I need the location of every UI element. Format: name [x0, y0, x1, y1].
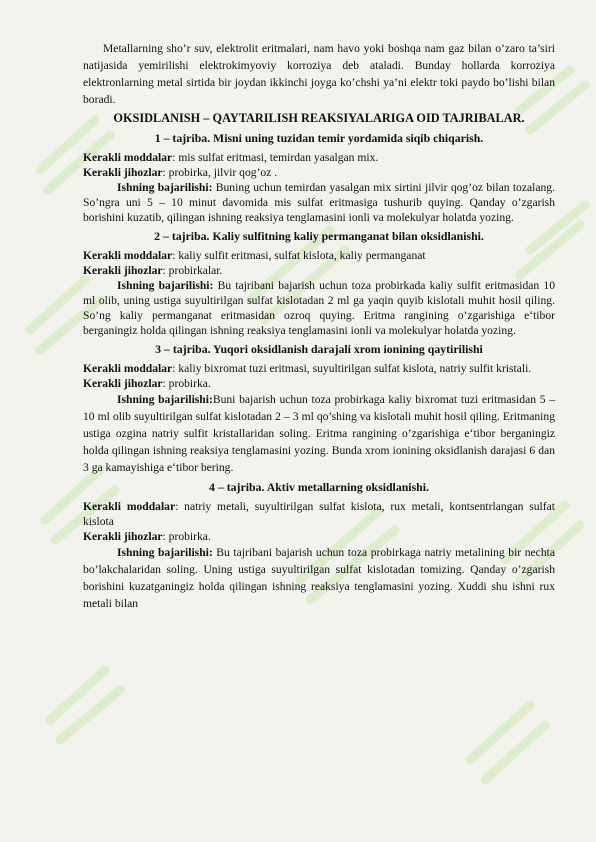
document-page	[83, 40, 555, 612]
experiment-1-title: 1 – tajriba. Misni uning tuzidan temir yordamida siqib chiqarish.	[154, 131, 484, 145]
procedure-text: Bu tajribani bajarish uchun toza probirkaga natriy metalining bir nechta bo’lakchalaridan soling. Uning ustiga suyultirilgan sulfat kislotadan tomizing. Qanday o’zgarish borishini kuzatganingiz holda qilingan ishning reaksiya tenglamasini yozing. Xuddi shu ishni rux metali bilan	[83, 546, 555, 610]
equipment-text: : probirka, jilvir qog’oz .	[162, 166, 278, 179]
experiment-3-materials	[83, 361, 555, 376]
procedure-label: Ishning bajarilishi:	[117, 279, 214, 292]
materials-label: Kerakli moddalar	[83, 151, 173, 164]
procedure-text: Bu tajribani bajarish uchun toza probirkada kaliy sulfit eritmasidan 10 ml olib, uning ustiga suyultirilgan sulfat kislotadan 2 ml ga yaqin quyib kislotali muhit hosil qiling. So’ng kaliy permanganat eritmasidan ozroq quying. Eritma rangining o’zgarishiga e‘tibor berganingiz holda qilingan ishning reaksiya tenglamasini ionli va molekulyar holatda yozing.	[83, 279, 556, 337]
procedure-label: Ishning bajarilishi:	[117, 393, 213, 406]
equipment-label: Kerakli jihozlar	[83, 377, 163, 390]
equipment-text: : probirka.	[162, 530, 211, 543]
experiment-2-procedure	[83, 278, 555, 338]
materials-label: Kerakli moddalar	[83, 249, 173, 262]
experiment-1-equipment	[83, 165, 555, 180]
materials-text: : mis sulfat eritmasi, temirdan yasalgan mix.	[172, 151, 379, 164]
procedure-text: Buni bajarish uchun toza probirkaga kaliy bixromat tuzi eritmasidan 5 – 10 ml olib suyultirilgan sulfat kislotadan 2 – 3 ml qo’shing va kislotali muhit hosil qiling. Eritmaning ustiga ozgina natriy sulfit kristallaridan soling. Eritma rangining o’zgarishiga e‘tibor berganingiz holda qilingan ishning reaksiya tenglamasini yozing. Bunda xrom ionining oksidlanish darajasi 6 dan 3 ga kamayishiga e‘tibor bering.	[83, 393, 555, 474]
materials-text: : kaliy bixromat tuzi eritmasi, suyultirilgan sulfat kislota, natriy sulfit kristali.	[172, 362, 532, 375]
experiment-3-procedure	[83, 391, 555, 476]
materials-text: : kaliy sulfit eritmasi, sulfat kislota, kaliy permanganat	[172, 249, 426, 262]
experiment-3-title: 3 – tajriba. Yuqori oksidlanish darajali xrom ionining qaytirilishi	[155, 342, 483, 356]
materials-text: : natriy metali, suyultirilgan sulfat kislota, rux metali, kontsentrlangan sulfat kislota	[83, 500, 555, 528]
materials-label: Kerakli moddalar	[83, 362, 173, 375]
intro-paragraph: Metallarning sho’r suv, elektrolit eritmalari, nam havo yoki boshqa nam gaz bilan o’zaro ta’siri natijasida yemirilishi elektrokimyoviy korroziya deb ataladi. Bunday hollarda korroziya elektronlarning metal sirtida bir joydan ikkinchi joyga ko’chshi ya’ni elektr toki paydo bo’lishi bilan boradi.	[83, 42, 555, 106]
materials-label: Kerakli moddalar	[83, 500, 176, 513]
procedure-label: Ishning bajarilishi:	[117, 546, 213, 559]
procedure-label: Ishning bajarilishi:	[117, 181, 213, 194]
experiment-4-equipment	[83, 529, 555, 544]
experiment-4-title: 4 – tajriba. Aktiv metallarning oksidlanishi.	[209, 480, 429, 494]
experiment-2-equipment	[83, 263, 555, 278]
equipment-label: Kerakli jihozlar	[83, 264, 163, 277]
equipment-label: Kerakli jihozlar	[83, 166, 163, 179]
equipment-label: Kerakli jihozlar	[83, 530, 163, 543]
experiment-1-procedure	[83, 180, 555, 225]
main-heading: OKSIDLANISH – QAYTARILISH REAKSIYALARIGA OID TAJRIBALAR.	[113, 111, 525, 125]
experiment-2-materials	[83, 248, 555, 263]
experiment-3-equipment	[83, 376, 555, 391]
experiment-4-procedure	[83, 544, 555, 612]
experiment-1-materials	[83, 150, 555, 165]
experiment-4-materials	[83, 499, 555, 529]
equipment-text: : probirka.	[162, 377, 211, 390]
experiment-2-title: 2 – tajriba. Kaliy sulfitning kaliy permanganat bilan oksidlanishi.	[154, 229, 484, 243]
procedure-text: Buning uchun temirdan yasalgan mix sirtini jilvir qog’oz bilan tozalang. So’ngra uni 5 – 10 minut davomida mis sulfat eritmasiga tushurib quying. Qanday o’zgarish borishini kuzatib, qilingan ishning reaksiya tenglamasini ionli va molekulyar holatda yozing.	[83, 181, 555, 224]
equipment-text: : probirkalar.	[162, 264, 223, 277]
